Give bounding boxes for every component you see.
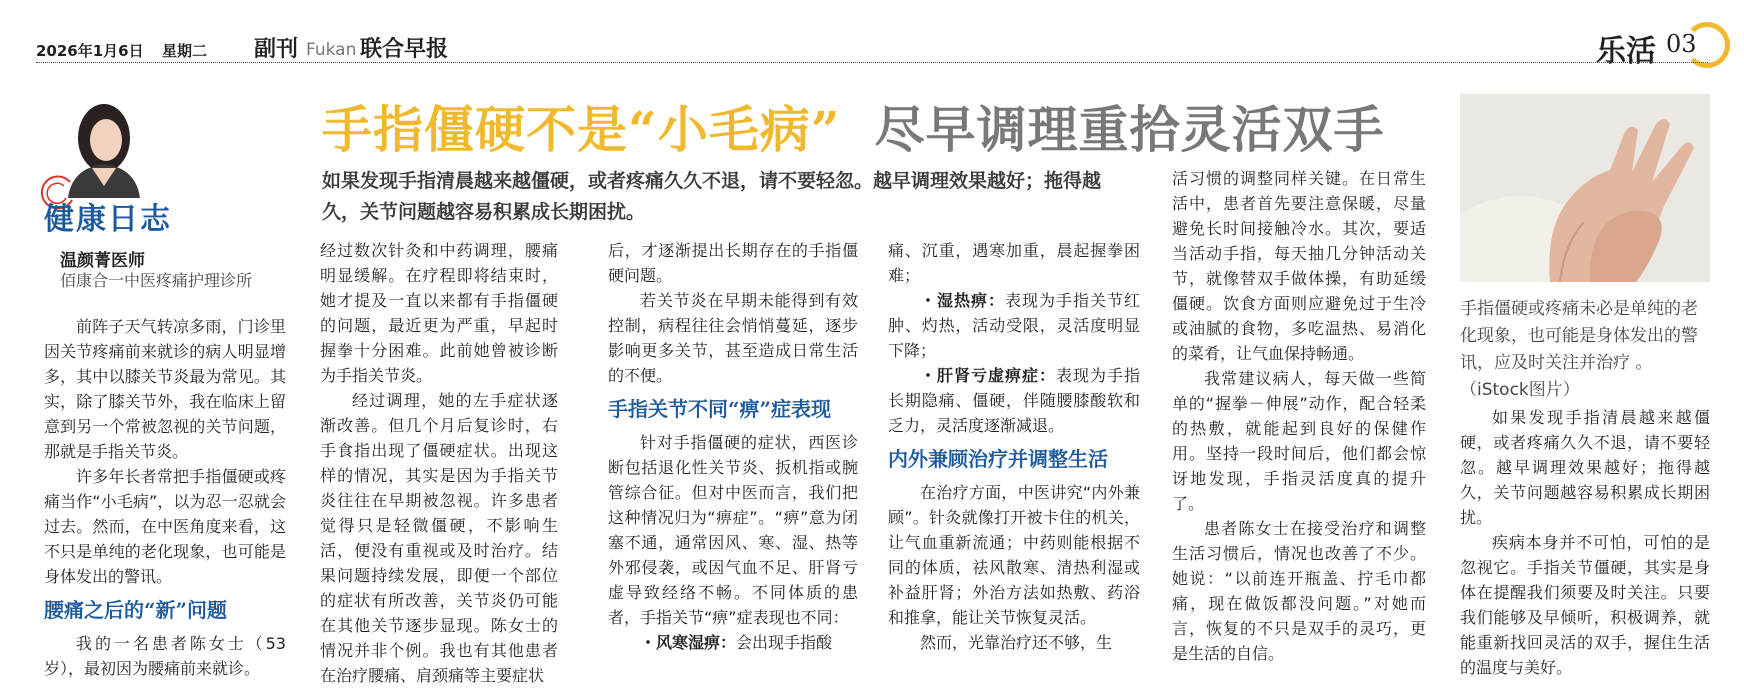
article-deck: 如果发现手指清晨越来越僵硬，或者疼痛久久不退，请不要轻忽。越早调理效果越好；拖得越久，关节问题越容易积累成长期困扰。 [322, 170, 1102, 223]
supplement-name-en: Fukan [306, 40, 357, 60]
paragraph: 疾病本身并不可怕，可怕的是忽视它。手指关节僵硬，其实是身体在提醒我们须要及时关注。只要我们能够及早倾听，积极调养，就能重新找回灵活的双手，握住生活的温度与美好。 [1460, 533, 1710, 677]
newspaper-logo: 联合早报 [360, 36, 449, 62]
list-item-term: ・肝肾亏虚痹症： [920, 366, 1056, 385]
subheading: 手指关节不同“痹”症表现 [608, 397, 832, 421]
column-title-box [44, 194, 274, 238]
list-item-text: 会出现手指酸 [736, 633, 833, 652]
body-column-3 [608, 238, 858, 655]
headline-part1: 手指僵硬不是“小毛病” [322, 100, 841, 159]
list-item-text: 表现为手指关节红肿、灼热，活动受限，灵活度明显下降； [888, 291, 1140, 360]
masthead [36, 18, 1708, 69]
body-column-5 [1172, 166, 1426, 666]
paragraph: 我常建议病人，每天做一些简单的“握拳－伸展”动作，配合轻柔的热敷，就能起到良好的保健作用。坚持一段时间后，他们都会惊讶地发现，手指灵活度真的提升了。 [1172, 369, 1426, 513]
paragraph: 我的一名患者陈女士（53岁），最初因为腰痛前来就诊。 [44, 634, 286, 678]
paragraph: 针对手指僵硬的症状，西医诊断包括退化性关节炎、扳机指或腕管综合征。但对中医而言，我们把这种情况归为“痹症”。“痹”意为闭塞不通，通常因风、寒、湿、热等外邪侵袭，或因气血不足、肝肾亏虚导致经络不畅。不同体质的患者，手指关节“痹”症表现也不同： [608, 433, 858, 627]
list-item-term: ・湿热痹： [920, 291, 1005, 310]
paragraph: 前阵子天气转凉多雨，门诊里因关节疼痛前来就诊的病人明显增多，其中以膝关节炎最为常见。其实，除了膝关节外，我在临床上留意到另一个常被忽视的关节问题，那就是手指关节炎。 [44, 317, 286, 461]
body-column-1 [44, 314, 286, 681]
photo-caption: 手指僵硬或疼痛未必是单纯的老化现象，也可能是身体发出的警讯，应及时关注并治疗 。（iStock图片） [1460, 299, 1698, 400]
author-name: 温颜菁医师 [60, 251, 145, 271]
paragraph: 如果发现手指清晨越来越僵硬，或者疼痛久久不退，请不要轻忽。越早调理效果越好；拖得越久，关节问题越容易积累成长期困扰。 [1460, 408, 1710, 527]
article-photo [1460, 94, 1710, 282]
paragraph: 然而，光靠治疗还不够，生 [920, 633, 1113, 652]
paragraph: 若关节炎在早期未能得到有效控制，病程往往会悄悄蔓延，逐步影响更多关节，甚至造成日常生活的不便。 [608, 291, 858, 385]
headline-part2: 尽早调理重拾灵活双手 [874, 100, 1385, 159]
author-portrait [64, 96, 144, 198]
body-column-2 [320, 238, 558, 688]
section-name: 乐活 [1596, 34, 1656, 69]
paragraph: 许多年长者常把手指僵硬或疼痛当作“小毛病”，以为忍一忍就会过去。然而，在中医角度来看，这不只是单纯的老化现象，也可能是身体发出的警讯。 [44, 467, 286, 586]
body-column-6 [1460, 405, 1710, 680]
masthead-divider [36, 62, 1708, 63]
paragraph: 后，才逐渐提出长期存在的手指僵硬问题。 [608, 241, 858, 285]
headline [322, 90, 1385, 162]
subheading: 内外兼顾治疗并调整生活 [888, 447, 1108, 471]
column-title: 健康日志 [44, 202, 172, 237]
list-item [608, 630, 858, 655]
subheading: 腰痛之后的“新”问题 [44, 598, 228, 622]
issue-weekday: 星期二 [162, 42, 208, 60]
paragraph: 经过数次针灸和中药调理，腰痛明显缓解。在疗程即将结束时，她才提及一直以来都有手指僵硬的问题，最近更为严重，早起时握拳十分困难。此前她曾被诊断为手指关节炎。 [320, 241, 558, 385]
list-item [888, 288, 1140, 363]
page-number: 03 [1666, 30, 1697, 58]
paragraph: 患者陈女士在接受治疗和调整生活习惯后，情况也改善了不少。她说：“以前连开瓶盖、拧毛巾都痛，现在做饭都没问题。”对她而言，恢复的不只是双手的灵巧，更是生活的自信。 [1172, 519, 1426, 663]
paragraph: 在治疗方面，中医讲究“内外兼顾”。针灸就像打开被卡住的机关，让气血重新流通；中药则能根据不同的体质，祛风散寒、清热利湿或补益肝肾；外治方法如热敷、药浴和推拿，能让关节恢复灵活。 [888, 483, 1140, 627]
paragraph: 经过调理，她的左手症状逐渐改善。但几个月后复诊时，右手食指出现了僵硬症状。出现这样的情况，其实是因为手指关节炎往往在早期被忽视。许多患者觉得只是轻微僵硬，不影响生活，便没有重视或及时治疗。结果问题持续发展，即便一个部位的症状有所改善，关节炎仍可能在其他关节逐步显现。陈女士的情况并非个例。我也有其他患者在治疗腰痛、肩颈痛等主要症状 [320, 391, 558, 685]
list-item-term: ・风寒湿痹： [640, 633, 737, 652]
issue-date: 2026年1月6日 [36, 42, 144, 60]
body-column-4 [888, 238, 1140, 655]
list-item [888, 363, 1140, 438]
supplement-name: 副刊 [254, 36, 299, 62]
paragraph: 痛、沉重，遇寒加重，晨起握拳困难； [888, 241, 1140, 285]
author-clinic: 佰康合一中医疼痛护理诊所 [60, 271, 253, 290]
paragraph: 活习惯的调整同样关键。在日常生活中，患者首先要注意保暖，尽量避免长时间接触冷水。其次，要适当活动手指，每天抽几分钟活动关节，就像替双手做体操，有助延缓僵硬。饮食方面则应避免过于生冷或油腻的食物，多吃温热、易消化的菜肴，让气血保持畅通。 [1172, 169, 1426, 363]
list-item-text: 表现为手指长期隐痛、僵硬，伴随腰膝酸软和乏力，灵活度逐渐减退。 [888, 366, 1140, 435]
